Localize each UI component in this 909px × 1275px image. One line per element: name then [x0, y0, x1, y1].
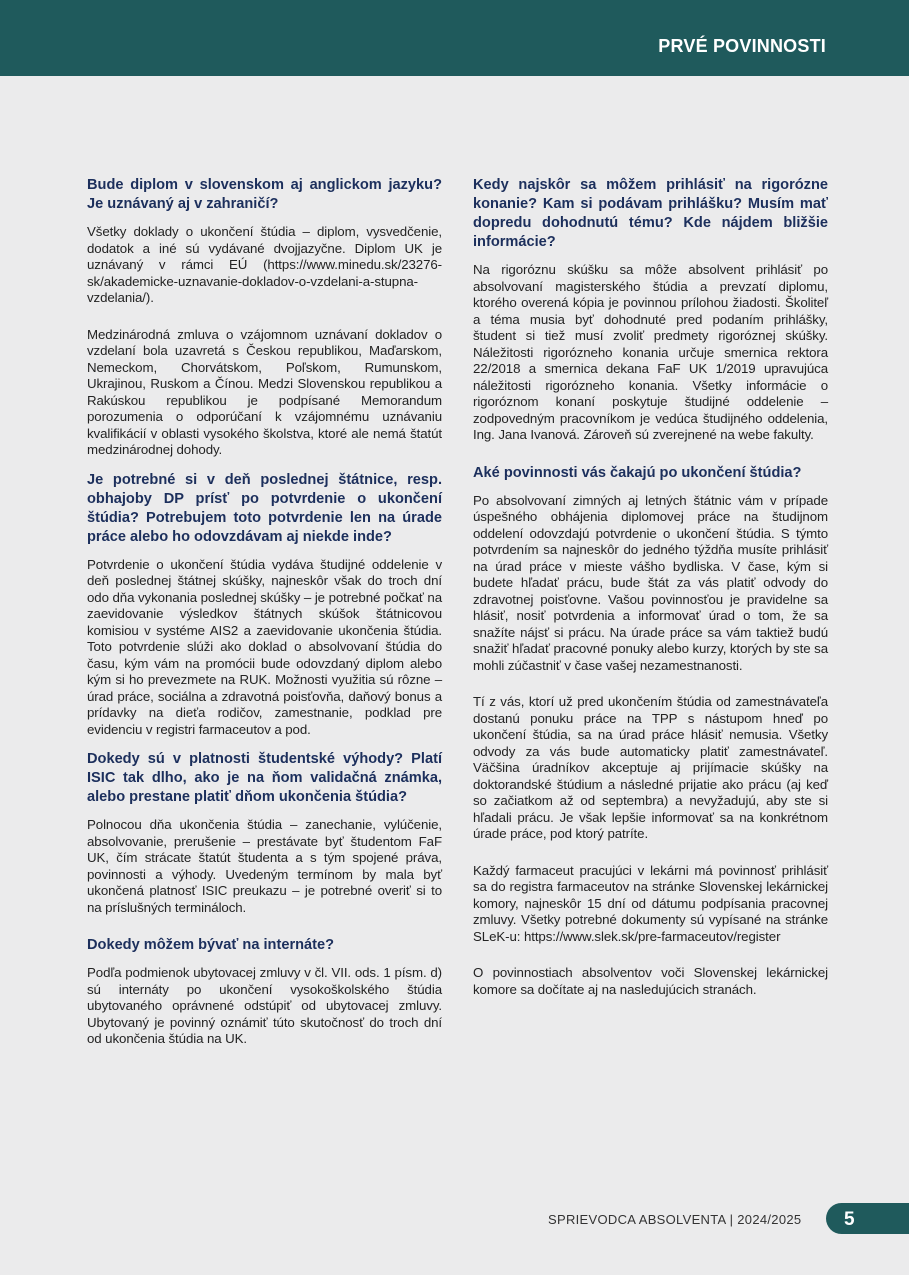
- answer-obligations-labor-office: Po absolvovaní zimných aj letných štátnic vám v prípade úspešného obhájenia diplomovej práce na študijnom oddelení odovzdajú potvrdenie o ukončení štúdia. S týmto potvrdením sa najneskôr do jedného týždňa musíte prihlásiť na úrad práce v mieste vášho bydliska. V čase, kým si budete hľadať prácu, bude štát za vás platiť odvody do zdravotnej poisťovne. Vašou povinnosťou je pravidelne sa hlásiť, nosiť potvrdenia a informovať úrad o tom, že sa snažíte nájsť si prácu. Na úrade práce sa vám taktiež budú snažiť hľadať pracovné ponuky alebo kurzy, ktorých by ste sa mohli zúčastniť v čase vašej nezamestnanosti.: [473, 492, 828, 673]
- question-rigorous-exam: Kedy najskôr sa môžem prihlásiť na rigorózne konanie? Kam si podávam prihlášku? Musím mať dopredu dohodnutú tému? Kde nájdem bližšie informácie?: [473, 177, 828, 250]
- answer-obligations-register: Každý farmaceut pracujúci v lekárni má povinnosť prihlásiť sa do registra farmaceutov na stránke Slovenskej lekárnickej komory, najneskôr 15 dní od dátumu podpísania pracovnej zmluvy. Všetky potrebné dokumenty sú vypísané na stránke SLeK-u: https://www.slek.sk/pre-farmaceutov/register: [473, 862, 828, 944]
- header-bar: [0, 0, 909, 76]
- right-column: [473, 176, 828, 1018]
- question-diploma-language: Bude diplom v slovenskom aj anglickom jazyku? Je uznávaný aj v zahraničí?: [87, 177, 442, 212]
- question-obligations: Aké povinnosti vás čakajú po ukončení štúdia?: [473, 464, 802, 481]
- answer-obligations-employment: Tí z vás, ktorí už pred ukončením štúdia od zamestnávateľa dostanú ponuku práce na TPP s nástupom hneď po ukončení štúdia, sa na úrad práce hlásiť nemusia. Všetky odvody za vás bude automaticky platiť zamestnávateľ. Väčšina úradníkov akceptuje aj prijímacie skúšky na doktorandské štúdium a následné prijatie ako prácu (aj keď so začiatkom až od septembra) a nevyžadujú, aby ste si hľadali prácu. Je však lepšie informovať sa na konkrétnom úrade práce, pod ktorý patríte.: [473, 694, 828, 841]
- answer-rigorous-exam: Na rigoróznu skúšku sa môže absolvent prihlásiť po absolvovaní magisterského štúdia a prevzatí diplomu, ktorého overená kópia je povinnou prílohou žiadosti. Školiteľ a téma musia byť dohodnuté pred podaním prihlášky, študent si tiež musí zvoliť predmety rigoróznej skúšky. Náležitosti rigorózneho konania určuje smernica rektora 22/2018 a smernica dekana FaF UK 1/2019 upravujúca náležitosti rigorózneho konania. Všetky informácie o rigoróznom konaní poskytuje študijné oddelenie – zodpovedným pracovníkom je vedúca študijného oddelenia, Ing. Jana Ivanová. Zároveň sú zverejnené na webe fakulty.: [473, 262, 828, 442]
- answer-student-benefits: Polnocou dňa ukončenia štúdia – zanechanie, vylúčenie, absolvovanie, prerušenie – prestávate byť študentom FaF UK, čím strácate štatút študenta a s tým spojené práva, povinnosti a výhody. Uvedeným termínom by mala byť ukončená platnosť ISIC preukazu – je potrebné overiť si to na príslušných termináloch.: [87, 817, 442, 915]
- answer-obligations-chamber: O povinnostiach absolventov voči Slovenskej lekárnickej komore sa dočítate aj na nasledujúcich stranách.: [473, 965, 828, 997]
- section-title: PRVÉ POVINNOSTI: [658, 36, 826, 56]
- question-student-benefits: Dokedy sú v platnosti študentské výhody? Platí ISIC tak dlho, ako je na ňom validačná známka, alebo prestane platiť dňom ukončenia štúdia?: [87, 751, 442, 805]
- footer-guide-title: SPRIEVODCA ABSOLVENTA | 2024/2025: [548, 1212, 802, 1227]
- page-number: 5: [844, 1209, 855, 1230]
- left-column: [87, 176, 442, 1068]
- answer-diploma-language: Všetky doklady o ukončení štúdia – diplom, vysvedčenie, dodatok a iné sú vydávané dvojjazyčne. Diplom UK je uznávaný v rámci EÚ (https://www.minedu.sk/23276-sk/akademicke-uznavanie-dokladov-o-vzdelani-a-stupna-vzdelania/).: [87, 224, 442, 305]
- question-completion-certificate: Je potrebné si v deň poslednej štátnice, resp. obhajoby DP prísť po potvrdenie o ukončení štúdia? Potrebujem toto potvrdenie len na úrade práce alebo ho odovzdávam aj niekde inde?: [87, 471, 442, 545]
- answer-dormitory: Podľa podmienok ubytovacej zmluvy v čl. VII. ods. 1 písm. d) sú internáty po ukončení vysokoškolského štúdia ubytovaného oprávnené odstúpiť od ubytovacej zmluvy. Ubytovaný je povinný oznámiť túto skutočnosť do troch dní od ukončenia štúdia na UK.: [87, 965, 442, 1046]
- page-number-badge: [826, 1203, 909, 1234]
- answer-completion-certificate: Potvrdenie o ukončení štúdia vydáva študijné oddelenie v deň poslednej štátnej skúšky, najneskôr však do troch dní odo dňa vykonania poslednej skúšky – je potrebné počkať na zaevidovanie výsledkov štátnych skúšok štátnicovou komisiou v systéme AIS2 a zaevidovanie ukončenia štúdia. Toto potvrdenie slúži ako doklad o absolvovaní štúdia do času, kým vám na promócii bude odovzdaný diplom alebo kým si ho prevezmete na RUK. Možnosti využitia sú rôzne – úrad práce, sociálna a zdravotná poisťovňa, daňový bonus a prídavky na dieťa rodičov, zamestnanie, podklad pre evidenciu v registri farmaceutov a pod.: [87, 556, 442, 737]
- question-dormitory: Dokedy môžem bývať na internáte?: [87, 937, 335, 953]
- answer-international-agreement: Medzinárodná zmluva o vzájomnom uznávaní dokladov o vzdelaní bola uzavretá s Českou republikou, Maďarskom, Nemeckom, Chorvátskom, Poľskom, Rumunskom, Ukrajinou, Ruskom a Čínou. Medzi Slovenskou republikou a Rakúskou republikou je podpísané Memorandum porozumenia o odporúčaní k vzájomnému uznávaniu kvalifikácií v oblasti vysokého školstva, ktoré ale nemá štatút medzinárodnej dohody.: [87, 326, 442, 457]
